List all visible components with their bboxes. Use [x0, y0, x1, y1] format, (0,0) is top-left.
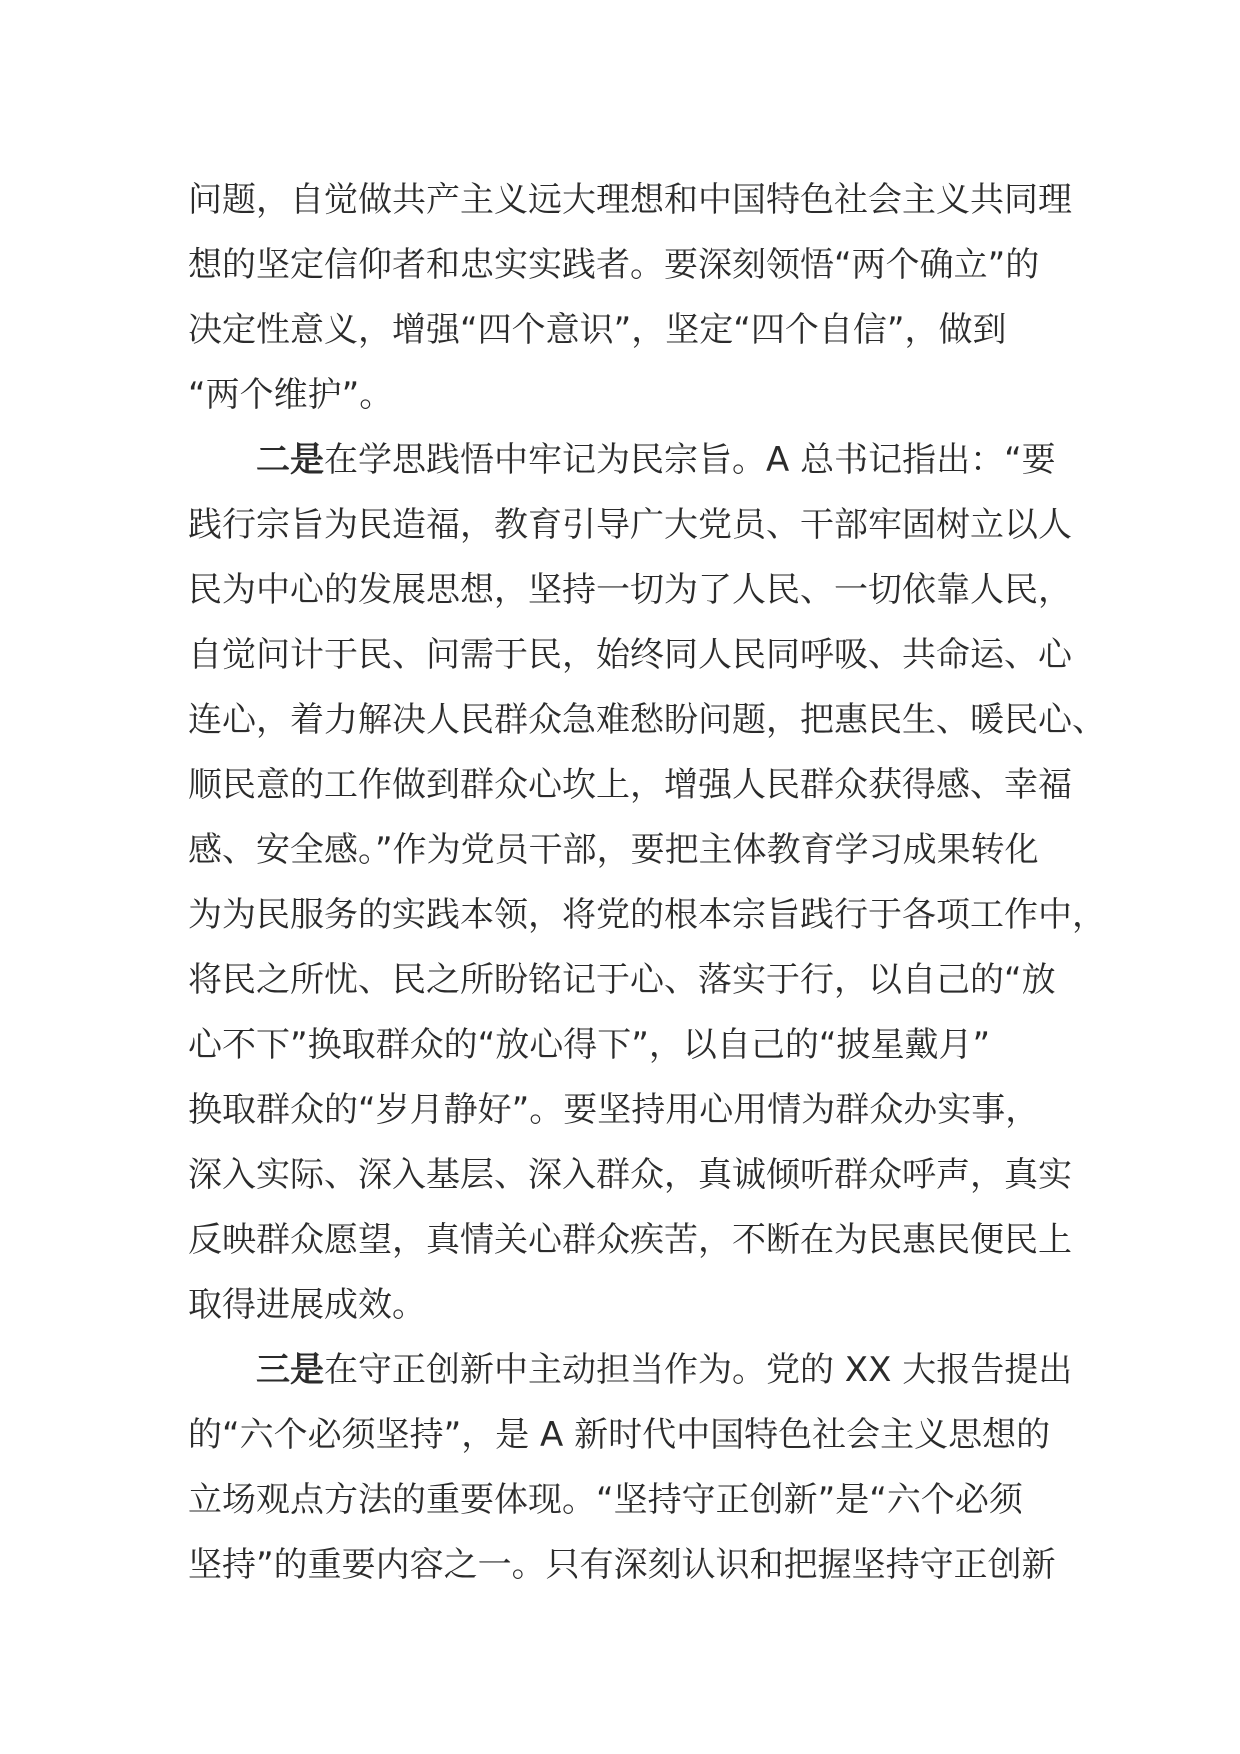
text-line: 换取群众的“岁月静好”。要坚持用心用情为群众办实事，	[188, 1090, 1040, 1130]
text-line: 反映群众愿望，真情关心群众疾苦，不断在为民惠民便民上	[188, 1220, 1072, 1260]
text-line: 问题，自觉做共产主义远大理想和中国特色社会主义共同理	[188, 180, 1072, 220]
text-line: “两个维护”。	[188, 375, 394, 415]
text-line-rest: 在守正创新中主动担当作为。党的 XX 大报告提出	[324, 1350, 1073, 1390]
text-line: 顺民意的工作做到群众心坎上，增强人民群众获得感、幸福	[188, 765, 1072, 805]
text-line: 坚持”的重要内容之一。只有深刻认识和把握坚持守正创新	[188, 1545, 1056, 1585]
text-line: 深入实际、深入基层、深入群众，真诚倾听群众呼声，真实	[188, 1155, 1072, 1195]
paragraph-three-first-line	[188, 1338, 1073, 1403]
text-line: 心不下”换取群众的“放心得下”，以自己的“披星戴月”	[188, 1025, 991, 1065]
text-line-rest: 在学思践悟中牢记为民宗旨。A 总书记指出：“要	[324, 440, 1056, 480]
text-line: 立场观点方法的重要体现。“坚持守正创新”是“六个必须	[188, 1480, 1023, 1520]
text-line: 的“六个必须坚持”，是 A 新时代中国特色社会主义思想的	[188, 1415, 1051, 1455]
text-line: 践行宗旨为民造福，教育引导广大党员、干部牢固树立以人	[188, 505, 1072, 545]
text-line: 将民之所忧、民之所盼铭记于心、落实于行，以自己的“放	[188, 960, 1056, 1000]
text-line: 取得进展成效。	[188, 1285, 426, 1325]
text-line: 决定性意义，增强“四个意识”，坚定“四个自信”，做到	[188, 310, 1007, 350]
paragraph-two-first-line	[188, 428, 1068, 493]
text-line: 连心，着力解决人民群众急难愁盼问题，把惠民生、暖民心、	[188, 700, 1106, 740]
text-line: 为为民服务的实践本领，将党的根本宗旨践行于各项工作中，	[188, 895, 1106, 935]
text-line: 感、安全感。”作为党员干部，要把主体教育学习成果转化	[188, 830, 1039, 870]
text-line: 自觉问计于民、问需于民，始终同人民同呼吸、共命运、心	[188, 635, 1072, 675]
body-text	[188, 168, 1106, 1598]
text-line: 想的坚定信仰者和忠实实践者。要深刻领悟“两个确立”的	[188, 245, 1040, 285]
paragraph-lead-bold: 二是	[256, 440, 324, 480]
text-line: 民为中心的发展思想，坚持一切为了人民、一切依靠人民，	[188, 570, 1072, 610]
paragraph-lead-bold: 三是	[256, 1350, 324, 1390]
